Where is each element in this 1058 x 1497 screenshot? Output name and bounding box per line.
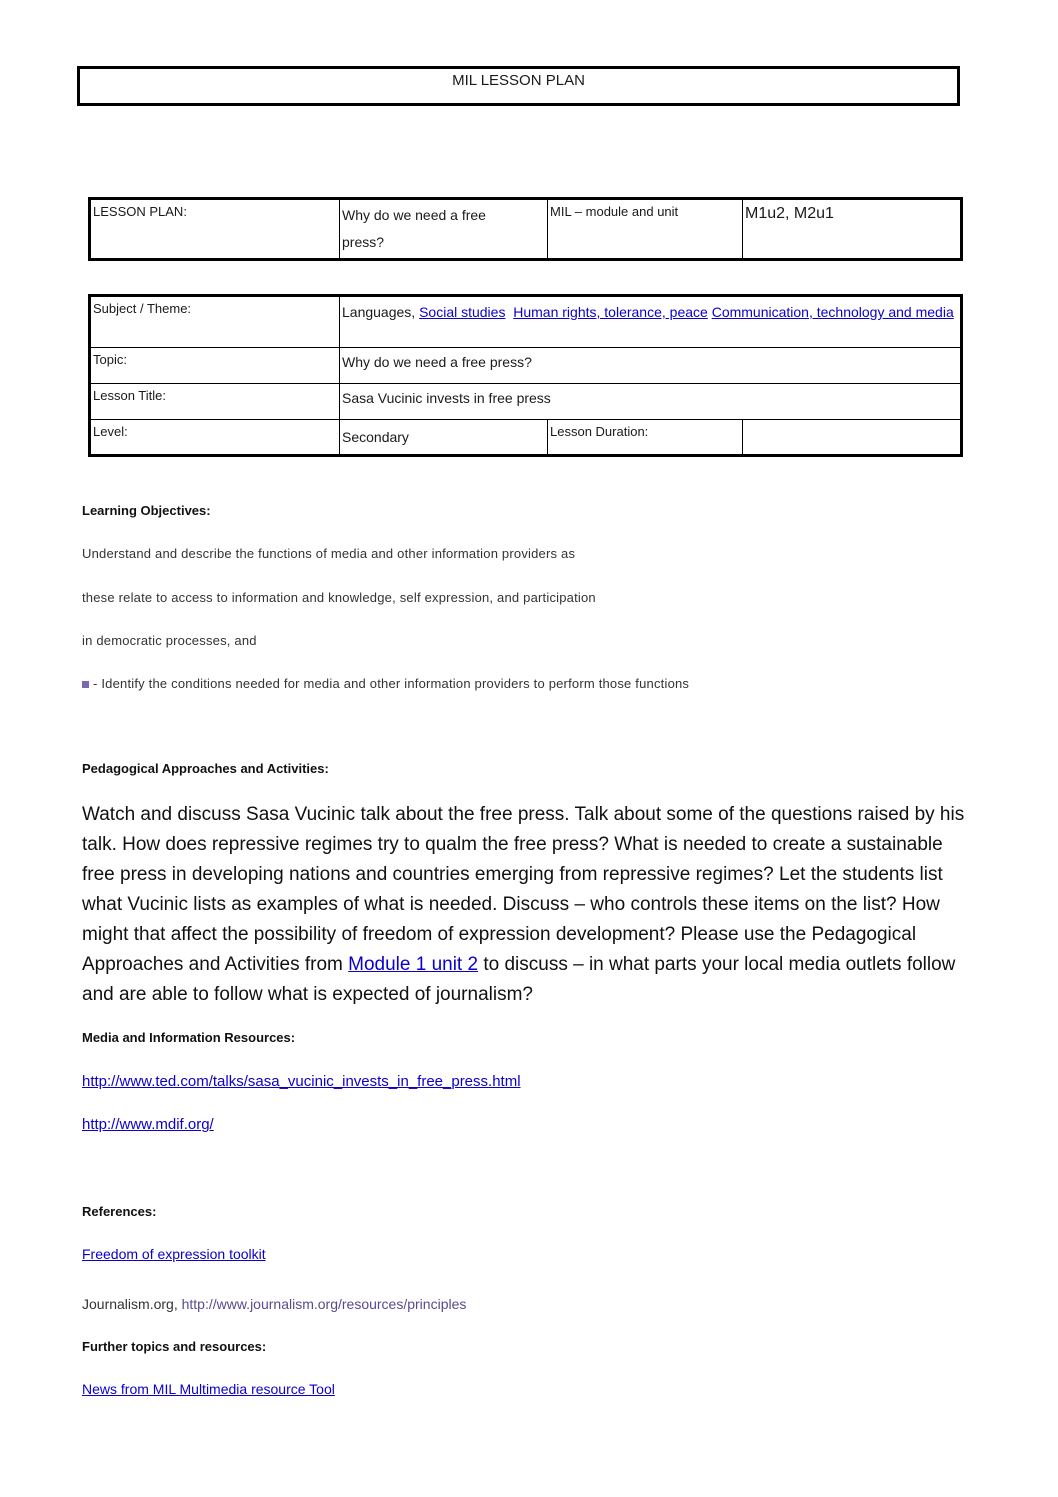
- subject-link-social-studies[interactable]: Social studies: [419, 304, 506, 320]
- topic-value: Why do we need a free press?: [340, 348, 962, 384]
- subject-link-human-rights[interactable]: Human rights, tolerance, peace: [513, 304, 708, 320]
- module-label: MIL – module and unit: [548, 199, 743, 260]
- media-resources-heading: Media and Information Resources:: [82, 1030, 296, 1045]
- objective-line-3: in democratic processes, and: [82, 633, 257, 648]
- journalism-label: Journalism.org,: [82, 1296, 182, 1312]
- pedagogical-paragraph: [82, 800, 972, 1010]
- objective-bullet-text: - Identify the conditions needed for media and other information providers to perform those functions: [93, 676, 690, 691]
- objective-line-1: Understand and describe the functions of media and other information providers as: [82, 546, 576, 561]
- document-title: MIL LESSON PLAN: [452, 72, 585, 89]
- pedagogical-heading: Pedagogical Approaches and Activities:: [82, 761, 329, 776]
- lesson-title-value: Sasa Vucinic invests in free press: [340, 384, 962, 420]
- lesson-title-label: Lesson Title:: [90, 384, 340, 420]
- lesson-plan-value: Why do we need a free press?: [340, 199, 548, 260]
- learning-objectives-heading: Learning Objectives:: [82, 503, 211, 518]
- pedagogical-text-end: to discuss – in what parts your local media outlets follow and are able to follow what is expected of journalism?: [82, 954, 956, 1005]
- duration-value: [743, 420, 962, 456]
- subject-value: [340, 296, 962, 348]
- lesson-plan-header-table: [88, 197, 963, 261]
- freedom-of-expression-toolkit-link[interactable]: Freedom of expression toolkit: [82, 1246, 266, 1262]
- topic-label: Topic:: [90, 348, 340, 384]
- subject-link-communication[interactable]: Communication, technology and media: [711, 304, 954, 320]
- journalism-reference: [82, 1296, 466, 1312]
- module-1-unit-2-link[interactable]: Module 1 unit 2: [348, 954, 479, 975]
- level-value: Secondary: [340, 420, 548, 456]
- journalism-url[interactable]: http://www.journalism.org/resources/principles: [181, 1296, 467, 1312]
- references-heading: References:: [82, 1204, 157, 1219]
- objective-bullet-item: [82, 676, 689, 691]
- level-label: Level:: [90, 420, 340, 456]
- ted-talk-link[interactable]: http://www.ted.com/talks/sasa_vucinic_invests_in_free_press.html: [82, 1073, 521, 1090]
- subject-label: Subject / Theme:: [90, 296, 340, 348]
- mil-multimedia-tool-link[interactable]: News from MIL Multimedia resource Tool: [82, 1381, 335, 1397]
- square-bullet-icon: [82, 681, 89, 688]
- lesson-details-table: [88, 294, 963, 457]
- mdif-link[interactable]: http://www.mdif.org/: [82, 1116, 214, 1133]
- module-value: M1u2, M2u1: [743, 199, 962, 260]
- lesson-plan-label: LESSON PLAN:: [90, 199, 340, 260]
- subject-plain: Languages,: [342, 304, 420, 320]
- pedagogical-text-start: Watch and discuss Sasa Vucinic talk about the free press. Talk about some of the questions raised by his talk. How does repressive regimes try to qualm the free press? What is needed to create a sustainable free press in developing nations and countries emerging from repressive regimes? Let the students list what Vucinic lists as examples of what is needed. Discuss – who controls these items on the list? How might that affect the possibility of freedom of expression development? Please use the Pedagogical Approaches and Activities from: [82, 804, 965, 975]
- duration-label: Lesson Duration:: [548, 420, 743, 456]
- objective-line-2: these relate to access to information and knowledge, self expression, and participation: [82, 590, 596, 605]
- document-title-box: [77, 66, 960, 106]
- further-topics-heading: Further topics and resources:: [82, 1339, 267, 1354]
